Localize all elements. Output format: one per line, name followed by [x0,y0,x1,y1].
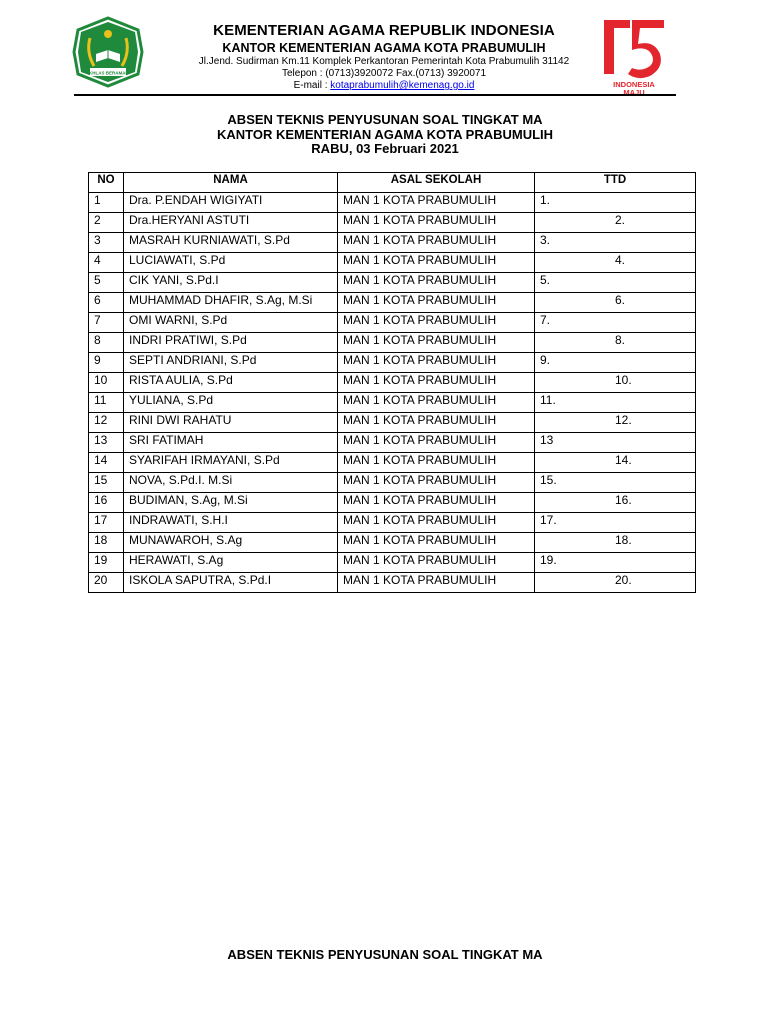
row-asal-sekolah: MAN 1 KOTA PRABUMULIH [338,413,535,433]
letterhead-rule [74,94,676,96]
row-asal-sekolah: MAN 1 KOTA PRABUMULIH [338,293,535,313]
row-ttd: 17. [535,513,696,533]
logo-caption-maju: MAJU [623,88,645,96]
footer-title: ABSEN TEKNIS PENYUSUNAN SOAL TINGKAT MA [227,947,543,962]
row-ttd: 16. [535,493,696,513]
row-no: 17 [89,513,124,533]
row-ttd: 5. [535,273,696,293]
row-no: 5 [89,273,124,293]
row-asal-sekolah: MAN 1 KOTA PRABUMULIH [338,273,535,293]
table-body [89,193,696,593]
row-ttd: 9. [535,353,696,373]
row-no: 2 [89,213,124,233]
row-nama: MASRAH KURNIAWATI, S.Pd [124,233,338,253]
row-nama: INDRI PRATIWI, S.Pd [124,333,338,353]
row-nama: INDRAWATI, S.H.I [124,513,338,533]
row-no: 11 [89,393,124,413]
row-nama: NOVA, S.Pd.I. M.Si [124,473,338,493]
table-row [89,533,696,553]
row-asal-sekolah: MAN 1 KOTA PRABUMULIH [338,533,535,553]
row-nama: LUCIAWATI, S.Pd [124,253,338,273]
row-nama: ISKOLA SAPUTRA, S.Pd.I [124,573,338,593]
row-ttd: 3. [535,233,696,253]
row-asal-sekolah: MAN 1 KOTA PRABUMULIH [338,253,535,273]
header-ttd: TTD [535,173,696,193]
row-no: 3 [89,233,124,253]
row-no: 4 [89,253,124,273]
row-ttd: 8. [535,333,696,353]
table-row [89,393,696,413]
table-row [89,233,696,253]
row-nama: MUHAMMAD DHAFIR, S.Ag, M.Si [124,293,338,313]
row-nama: Dra. P.ENDAH WIGIYATI [124,193,338,213]
row-nama: RISTA AULIA, S.Pd [124,373,338,393]
row-ttd: 18. [535,533,696,553]
title-line-2: KANTOR KEMENTERIAN AGAMA KOTA PRABUMULIH [216,126,554,142]
table-row [89,413,696,433]
table-row [89,553,696,573]
table-row [89,573,696,593]
table-row [89,373,696,393]
row-no: 20 [89,573,124,593]
email-link[interactable]: kotaprabumulih@kemenag.go.id [330,80,475,91]
row-ttd: 1. [535,193,696,213]
row-asal-sekolah: MAN 1 KOTA PRABUMULIH [338,433,535,453]
row-no: 14 [89,453,124,473]
row-no: 6 [89,293,124,313]
letterhead [160,22,608,92]
row-nama: BUDIMAN, S.Ag, M.Si [124,493,338,513]
row-ttd: 10. [535,373,696,393]
row-asal-sekolah: MAN 1 KOTA PRABUMULIH [338,193,535,213]
row-no: 8 [89,333,124,353]
row-nama: RINI DWI RAHATU [124,413,338,433]
table-row [89,473,696,493]
row-asal-sekolah: MAN 1 KOTA PRABUMULIH [338,313,535,333]
row-asal-sekolah: MAN 1 KOTA PRABUMULIH [338,333,535,353]
row-asal-sekolah: MAN 1 KOTA PRABUMULIH [338,353,535,373]
row-no: 10 [89,373,124,393]
table-row [89,433,696,453]
row-ttd: 11. [535,393,696,413]
header-no: NO [89,173,124,193]
office-address: Jl.Jend. Sudirman Km.11 Komplek Perkantoran Pemerintah Kota Prabumulih 31142 [198,56,570,67]
row-no: 13 [89,433,124,453]
row-ttd: 19. [535,553,696,573]
table-row [89,353,696,373]
row-nama: HERAWATI, S.Ag [124,553,338,573]
row-no: 1 [89,193,124,213]
table-header-row [89,173,696,193]
row-asal-sekolah: MAN 1 KOTA PRABUMULIH [338,233,535,253]
ministry-name: KEMENTERIAN AGAMA REPUBLIK INDONESIA [213,22,555,39]
row-asal-sekolah: MAN 1 KOTA PRABUMULIH [338,213,535,233]
row-asal-sekolah: MAN 1 KOTA PRABUMULIH [338,513,535,533]
row-asal-sekolah: MAN 1 KOTA PRABUMULIH [338,553,535,573]
row-ttd: 2. [535,213,696,233]
office-name: KANTOR KEMENTERIAN AGAMA KOTA PRABUMULIH [222,41,546,55]
logo-caption-indonesia: INDONESIA [613,80,655,89]
table-row [89,293,696,313]
attendance-table [88,172,696,593]
table-row [89,253,696,273]
document-title [88,113,682,157]
row-no: 16 [89,493,124,513]
kemenag-logo [72,16,144,88]
row-no: 18 [89,533,124,553]
row-ttd: 12. [535,413,696,433]
row-asal-sekolah: MAN 1 KOTA PRABUMULIH [338,373,535,393]
row-ttd: 20. [535,573,696,593]
office-email-line [160,80,608,92]
row-ttd: 6. [535,293,696,313]
row-no: 12 [89,413,124,433]
row-no: 9 [89,353,124,373]
row-nama: YULIANA, S.Pd [124,393,338,413]
header-asal-sekolah: ASAL SEKOLAH [338,173,535,193]
row-nama: Dra.HERYANI ASTUTI [124,213,338,233]
table-row [89,513,696,533]
email-label: E-mail : [293,80,331,91]
title-line-3: RABU, 03 Februari 2021 [311,141,459,156]
row-nama: SYARIFAH IRMAYANI, S.Pd [124,453,338,473]
row-ttd: 15. [535,473,696,493]
table-row [89,313,696,333]
row-nama: MUNAWAROH, S.Ag [124,533,338,553]
row-nama: SEPTI ANDRIANI, S.Pd [124,353,338,373]
table-row [89,193,696,213]
logo-motto: IKHLAS BERAMAL [87,70,129,76]
row-nama: SRI FATIMAH [124,433,338,453]
row-ttd: 7. [535,313,696,333]
office-phone: Telepon : (0713)3920072 Fax.(0713) 3920071 [281,68,487,79]
table-row [89,453,696,473]
row-no: 7 [89,313,124,333]
title-line-1: ABSEN TEKNIS PENYUSUNAN SOAL TINGKAT MA [227,112,543,127]
row-asal-sekolah: MAN 1 KOTA PRABUMULIH [338,453,535,473]
table-row [89,213,696,233]
row-ttd: 4. [535,253,696,273]
table-row [89,333,696,353]
row-nama: CIK YANI, S.Pd.I [124,273,338,293]
table-row [89,493,696,513]
indonesia-75-logo [602,18,666,96]
row-asal-sekolah: MAN 1 KOTA PRABUMULIH [338,393,535,413]
row-ttd: 14. [535,453,696,473]
table-row [89,273,696,293]
header-nama: NAMA [124,173,338,193]
row-asal-sekolah: MAN 1 KOTA PRABUMULIH [338,473,535,493]
row-asal-sekolah: MAN 1 KOTA PRABUMULIH [338,493,535,513]
row-no: 15 [89,473,124,493]
row-nama: OMI WARNI, S.Pd [124,313,338,333]
row-ttd: 13 [535,433,696,453]
row-no: 19 [89,553,124,573]
row-asal-sekolah: MAN 1 KOTA PRABUMULIH [338,573,535,593]
